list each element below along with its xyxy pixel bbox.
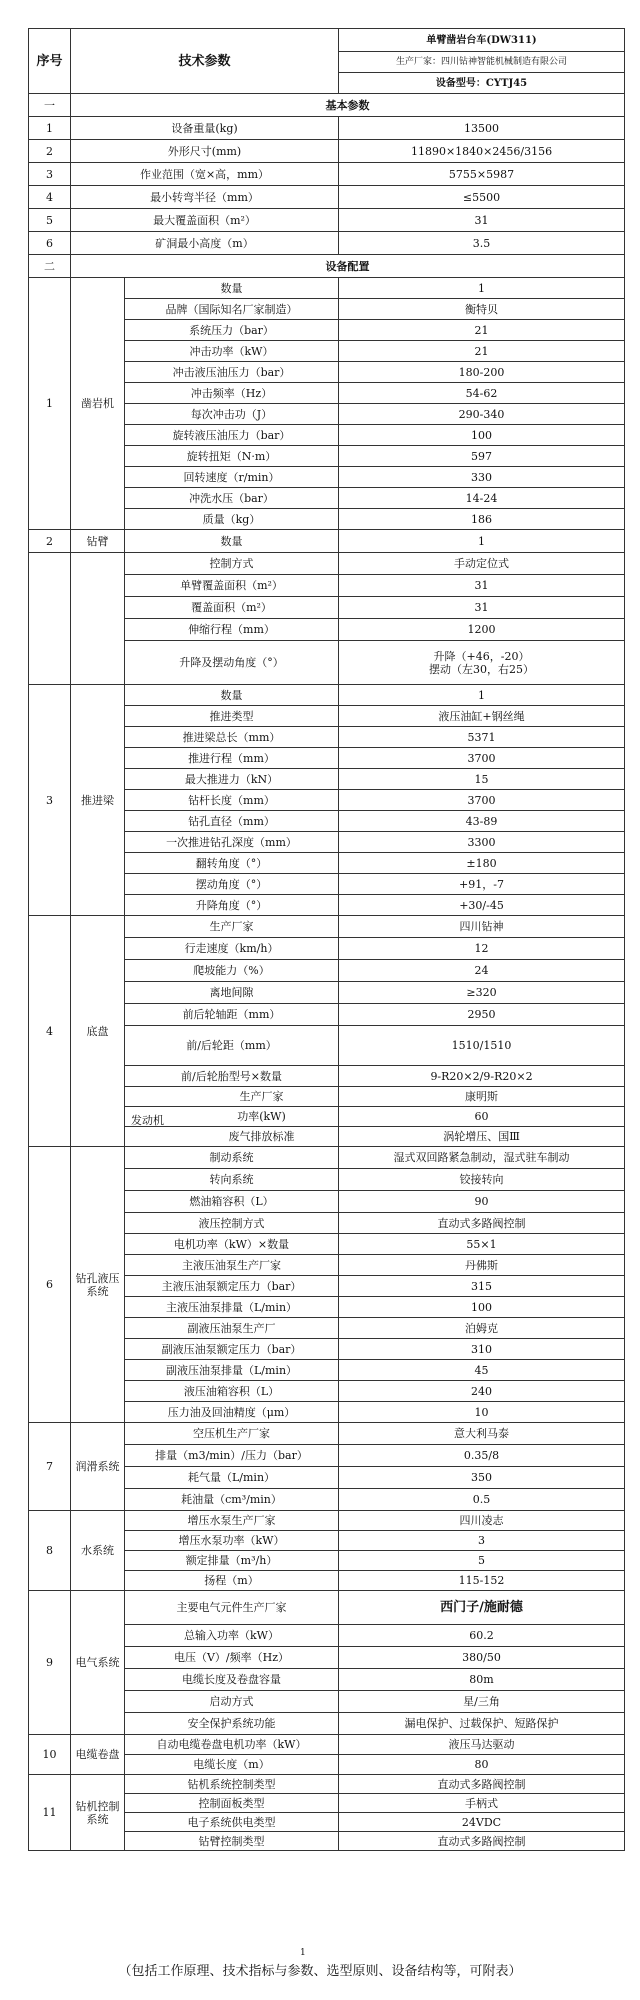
table-row [29, 278, 625, 299]
row-no: 6 [29, 232, 71, 255]
table-row [29, 1423, 625, 1445]
row-no: 2 [29, 140, 71, 163]
group-no: 6 [29, 1147, 71, 1423]
param-name: 矿洞最小高度（m） [71, 232, 339, 255]
engine-label: 发动机 [131, 1114, 164, 1127]
param-value: 直动式多路阀控制 [339, 1832, 625, 1851]
param-name: 旋转液压油压力（bar） [125, 425, 339, 446]
param-value: 9-R20×2/9-R20×2 [339, 1066, 625, 1087]
header-model: 单臂凿岩台车(DW311) [339, 29, 625, 52]
param-value: 21 [339, 341, 625, 362]
param-value: 24VDC [339, 1813, 625, 1832]
param-value: 43-89 [339, 811, 625, 832]
param-value: 四川凌志 [339, 1511, 625, 1531]
param-name: 副液压油泵额定压力（bar） [125, 1339, 339, 1360]
param-value: 60.2 [339, 1625, 625, 1647]
header-param: 技术参数 [71, 29, 339, 94]
table-row [29, 163, 625, 186]
table-row [29, 1591, 625, 1625]
group-no: 7 [29, 1423, 71, 1511]
param-name: 主液压油泵生产厂家 [125, 1255, 339, 1276]
param-name: 摆动角度（°） [125, 874, 339, 895]
table-row [29, 186, 625, 209]
param-value: 1 [339, 685, 625, 706]
param-value: 12 [339, 938, 625, 960]
param-value: 星/三角 [339, 1691, 625, 1713]
engine-sub-label: 生产厂家 [239, 1090, 284, 1103]
group-no [29, 553, 71, 685]
param-value: 54-62 [339, 383, 625, 404]
param-name: 控制面板类型 [125, 1794, 339, 1813]
row-no: 1 [29, 117, 71, 140]
param-value: 手柄式 [339, 1794, 625, 1813]
param-value: 290-340 [339, 404, 625, 425]
group-name: 电缆卷盘 [71, 1735, 125, 1775]
param-name: 控制方式 [125, 553, 339, 575]
param-value: 直动式多路阀控制 [339, 1775, 625, 1794]
param-value: 湿式双回路紧急制动，湿式驻车制动 [339, 1147, 625, 1169]
param-name: 行走速度（km/h） [125, 938, 339, 960]
param-value: 80m [339, 1669, 625, 1691]
param-name: 作业范围（宽×高，mm） [71, 163, 339, 186]
param-value: ≤5500 [339, 186, 625, 209]
table-row [29, 209, 625, 232]
group-no: 3 [29, 685, 71, 916]
param-value: 5 [339, 1551, 625, 1571]
param-name: 制动系统 [125, 1147, 339, 1169]
param-name: 额定排量（m³/h） [125, 1551, 339, 1571]
param-name: 质量（kg） [125, 509, 339, 530]
param-name: 最大覆盖面积（m²） [71, 209, 339, 232]
param-name: 扬程（m） [125, 1571, 339, 1591]
param-name: 爬坡能力（%） [125, 960, 339, 982]
param-value: 铰接转向 [339, 1169, 625, 1191]
param-name: 电压（V）/频率（Hz） [125, 1647, 339, 1669]
param-name: 电子系统供电类型 [125, 1813, 339, 1832]
param-name: 品牌（国际知名厂家制造） [125, 299, 339, 320]
param-value: 0.35/8 [339, 1445, 625, 1467]
param-value: 3300 [339, 832, 625, 853]
param-value: 3.5 [339, 232, 625, 255]
param-name: 冲击液压油压力（bar） [125, 362, 339, 383]
group-name: 底盘 [71, 916, 125, 1147]
param-value: 31 [339, 209, 625, 232]
lift-range: 升降（+46，-20） [433, 649, 530, 663]
param-value: ±180 [339, 853, 625, 874]
param-value: 330 [339, 467, 625, 488]
param-name: 增压水泵功率（kW） [125, 1531, 339, 1551]
param-name: 钻臂控制类型 [125, 1832, 339, 1851]
param-value: 380/50 [339, 1647, 625, 1669]
group-name: 凿岩机 [71, 278, 125, 530]
param-name: 电缆长度（m） [125, 1755, 339, 1775]
param-value: 丹佛斯 [339, 1255, 625, 1276]
param-value: +91，-7 [339, 874, 625, 895]
param-name: 主要电气元件生产厂家 [125, 1591, 339, 1625]
param-value: 1510/1510 [339, 1026, 625, 1066]
param-name: 副液压油泵生产厂 [125, 1318, 339, 1339]
header-no: 序号 [29, 29, 71, 94]
param-name: 空压机生产厂家 [125, 1423, 339, 1445]
param-name: 安全保护系统功能 [125, 1713, 339, 1735]
param-name: 启动方式 [125, 1691, 339, 1713]
group-no: 8 [29, 1511, 71, 1591]
param-value: 31 [339, 575, 625, 597]
param-value: 31 [339, 597, 625, 619]
param-name: 主液压油泵排量（L/min） [125, 1297, 339, 1318]
param-name: 前/后轮距（mm） [125, 1026, 339, 1066]
param-value: 直动式多路阀控制 [339, 1213, 625, 1234]
param-value: 意大利马泰 [339, 1423, 625, 1445]
param-name: 冲击功率（kW） [125, 341, 339, 362]
group-no: 11 [29, 1775, 71, 1851]
param-name: 推进梁总长（mm） [125, 727, 339, 748]
param-name: 最大推进力（kN） [125, 769, 339, 790]
param-value: 泊姆克 [339, 1318, 625, 1339]
group-no: 2 [29, 530, 71, 553]
param-value: 115-152 [339, 1571, 625, 1591]
param-name: 升降及摆动角度（°） [125, 641, 339, 685]
param-name: 自动电缆卷盘电机功率（kW） [125, 1735, 339, 1755]
param-value: 55×1 [339, 1234, 625, 1255]
table-row [29, 1511, 625, 1531]
param-name: 钻杆长度（mm） [125, 790, 339, 811]
param-value: 310 [339, 1339, 625, 1360]
param-name: 翻转角度（°） [125, 853, 339, 874]
param-value: 186 [339, 509, 625, 530]
param-name: 升降角度（°） [125, 895, 339, 916]
param-name: 增压水泵生产厂家 [125, 1511, 339, 1531]
group-name: 钻臂 [71, 530, 125, 553]
param-name: 液压油箱容积（L） [125, 1381, 339, 1402]
param-name: 总输入功率（kW） [125, 1625, 339, 1647]
group-name: 钻孔液压系统 [71, 1147, 125, 1423]
param-name: 压力油及回油精度（μm） [125, 1402, 339, 1423]
page-number: 1 [300, 1948, 306, 1958]
param-value: 597 [339, 446, 625, 467]
param-name [125, 1107, 339, 1127]
param-value: 315 [339, 1276, 625, 1297]
param-name: 推进类型 [125, 706, 339, 727]
param-name: 燃油箱容积（L） [125, 1191, 339, 1213]
param-name: 伸缩行程（mm） [125, 619, 339, 641]
group-no: 10 [29, 1735, 71, 1775]
param-name: 电缆长度及卷盘容量 [125, 1669, 339, 1691]
table-row [29, 117, 625, 140]
param-name: 钻机系统控制类型 [125, 1775, 339, 1794]
param-name: 电机功率（kW）×数量 [125, 1234, 339, 1255]
param-value: 90 [339, 1191, 625, 1213]
param-value: 350 [339, 1467, 625, 1489]
param-value: 西门子/施耐德 [339, 1591, 625, 1625]
param-name: 一次推进钻孔深度（mm） [125, 832, 339, 853]
param-value: 2950 [339, 1004, 625, 1026]
group-no: 9 [29, 1591, 71, 1735]
param-value: 3700 [339, 748, 625, 769]
param-value: 涡轮增压、国Ⅲ [339, 1127, 625, 1147]
table-row [29, 685, 625, 706]
param-value: 手动定位式 [339, 553, 625, 575]
table-row [29, 94, 625, 117]
param-name: 系统压力（bar） [125, 320, 339, 341]
param-name: 离地间隙 [125, 982, 339, 1004]
param-value: 100 [339, 425, 625, 446]
param-name: 数量 [125, 278, 339, 299]
param-name: 耗油量（cm³/min） [125, 1489, 339, 1511]
param-value: 15 [339, 769, 625, 790]
param-name: 每次冲击功（J） [125, 404, 339, 425]
param-value: 液压油缸+钢丝绳 [339, 706, 625, 727]
table-row [29, 1147, 625, 1169]
param-value: 45 [339, 1360, 625, 1381]
param-name: 钻孔直径（mm） [125, 811, 339, 832]
param-name: 排量（m3/min）/压力（bar） [125, 1445, 339, 1467]
section-title: 设备配置 [71, 255, 625, 278]
group-name: 润滑系统 [71, 1423, 125, 1511]
param-name: 副液压油泵排量（L/min） [125, 1360, 339, 1381]
param-value: 液压马达驱动 [339, 1735, 625, 1755]
param-value: 3700 [339, 790, 625, 811]
param-value: 24 [339, 960, 625, 982]
param-value: 1200 [339, 619, 625, 641]
param-value: 10 [339, 1402, 625, 1423]
footer-note: （包括工作原理、技术指标与参数、选型原则、设备结构等，可附表） [118, 1964, 522, 1979]
row-no: 4 [29, 186, 71, 209]
param-value: 1 [339, 530, 625, 553]
section-title: 基本参数 [71, 94, 625, 117]
table-row [29, 1775, 625, 1794]
engine-sub-label: 功率(kW) [237, 1110, 286, 1123]
table-row [29, 232, 625, 255]
group-name: 钻机控制系统 [71, 1775, 125, 1851]
param-value: 衡特贝 [339, 299, 625, 320]
table-row [29, 140, 625, 163]
param-name: 最小转弯半径（mm） [71, 186, 339, 209]
header-maker: 生产厂家：四川钻神智能机械制造有限公司 [339, 52, 625, 73]
group-no: 4 [29, 916, 71, 1147]
param-value: 180-200 [339, 362, 625, 383]
table-row [29, 530, 625, 553]
param-value [339, 641, 625, 685]
param-name: 覆盖面积（m²） [125, 597, 339, 619]
param-name: 推进行程（mm） [125, 748, 339, 769]
param-name: 回转速度（r/min） [125, 467, 339, 488]
section-no: 一 [29, 94, 71, 117]
group-name: 推进梁 [71, 685, 125, 916]
param-name: 冲击频率（Hz） [125, 383, 339, 404]
param-value: 100 [339, 1297, 625, 1318]
param-name: 数量 [125, 685, 339, 706]
param-value: 14-24 [339, 488, 625, 509]
group-name: 电气系统 [71, 1591, 125, 1735]
section-no: 二 [29, 255, 71, 278]
param-value: 13500 [339, 117, 625, 140]
table-row [29, 916, 625, 938]
param-value: 漏电保护、过载保护、短路保护 [339, 1713, 625, 1735]
spec-sheet [28, 28, 624, 1851]
group-no: 1 [29, 278, 71, 530]
param-name: 前/后轮胎型号×数量 [125, 1066, 339, 1087]
param-name: 液压控制方式 [125, 1213, 339, 1234]
row-no: 5 [29, 209, 71, 232]
param-value: +30/-45 [339, 895, 625, 916]
table-row [29, 1735, 625, 1755]
param-value: 240 [339, 1381, 625, 1402]
param-value: 3 [339, 1531, 625, 1551]
param-name: 设备重量(kg) [71, 117, 339, 140]
param-name: 冲洗水压（bar） [125, 488, 339, 509]
param-name [125, 1127, 339, 1147]
row-no: 3 [29, 163, 71, 186]
param-name: 外形尺寸(mm) [71, 140, 339, 163]
param-name: 生产厂家 [125, 916, 339, 938]
param-value: 21 [339, 320, 625, 341]
param-value: 康明斯 [339, 1087, 625, 1107]
param-name: 主液压油泵额定压力（bar） [125, 1276, 339, 1297]
spec-table [28, 28, 625, 1851]
param-name: 单臂覆盖面积（m²） [125, 575, 339, 597]
param-value: 0.5 [339, 1489, 625, 1511]
param-value: 四川钻神 [339, 916, 625, 938]
param-name: 前后轮轴距（mm） [125, 1004, 339, 1026]
param-value: 80 [339, 1755, 625, 1775]
table-row [29, 553, 625, 575]
param-value: 1 [339, 278, 625, 299]
param-name: 耗气量（L/min） [125, 1467, 339, 1489]
table-row [29, 255, 625, 278]
engine-sub-label: 废气排放标准 [228, 1130, 295, 1143]
param-value: 60 [339, 1107, 625, 1127]
param-name: 数量 [125, 530, 339, 553]
group-name: 水系统 [71, 1511, 125, 1591]
param-value: 11890×1840×2456/3156 [339, 140, 625, 163]
param-value: 5755×5987 [339, 163, 625, 186]
swing-range: 摆动（左30，右25） [429, 662, 535, 676]
header-type: 设备型号：CYTJ45 [339, 73, 625, 94]
group-name [71, 553, 125, 685]
param-value: ≥320 [339, 982, 625, 1004]
param-name: 转向系统 [125, 1169, 339, 1191]
param-value: 5371 [339, 727, 625, 748]
param-name: 旋转扭矩（N·m） [125, 446, 339, 467]
